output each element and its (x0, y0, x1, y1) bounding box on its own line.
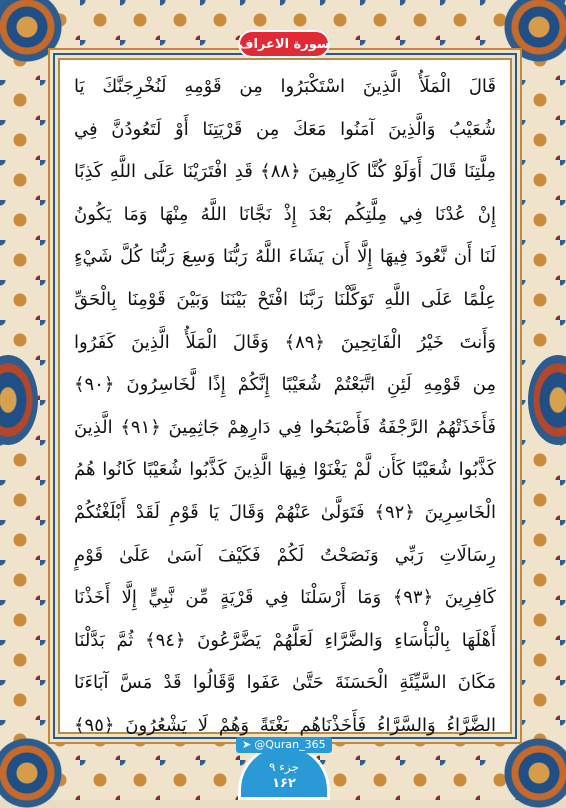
text-line: شُعَيْبُ وَالَّذِينَ آمَنُوا مَعَكَ مِن قَرْيَتِنَا أَوْ لَتَعُودُنَّ فِي (74, 118, 496, 140)
text-line: لَنَا أَن نَّعُودَ فِيهَا إِلَّا أَن يَشَاءَ اللَّهُ رَبُّنَا وَسِعَ رَبُّنَا كُلَّ شَيْءٍ (74, 246, 496, 268)
text-line: رِسَالَاتِ رَبِّي وَنَصَحْتُ لَكُمْ فَكَيْفَ آسَىٰ عَلَىٰ قَوْمٍ (74, 544, 496, 566)
text-line: فَأَخَذَتْهُمُ الرَّجْفَةُ فَأَصْبَحُوا فِي دَارِهِمْ جَاثِمِينَ ﴿٩١﴾ الَّذِينَ (74, 416, 496, 438)
surah-name-badge: سورة الاعراف (238, 30, 330, 58)
juz-label: جزء ۹ (269, 760, 299, 774)
text-line: أَهْلَهَا بِالْبَأْسَاءِ وَالضَّرَّاءِ لَعَلَّهُمْ يَضَّرَّعُونَ ﴿٩٤﴾ ثُمَّ بَدَّلْنَا (74, 629, 496, 651)
text-line: وَأَنتَ خَيْرُ الْفَاتِحِينَ ﴿٨٩﴾ وَقَالَ الْمَلَأُ الَّذِينَ كَفَرُوا (74, 331, 496, 353)
text-line: قَالَ الْمَلَأُ الَّذِينَ اسْتَكْبَرُوا مِن قَوْمِهِ لَنُخْرِجَنَّكَ يَا (74, 76, 496, 97)
text-line: الْخَاسِرِينَ ﴿٩٢﴾ فَتَوَلَّىٰ عَنْهُمْ وَقَالَ يَا قَوْمِ لَقَدْ أَبْلَغْتُكُمْ (74, 501, 496, 523)
text-line: مَكَانَ السَّيِّئَةِ الْحَسَنَةَ حَتَّىٰ عَفَوا وَّقَالُوا قَدْ مَسَّ آبَاءَنَا (74, 672, 496, 694)
text-line: مِن قَوْمِهِ لَئِنِ اتَّبَعْتُمْ شُعَيْبًا إِنَّكُمْ إِذًا لَّخَاسِرُونَ ﴿٩٠﴾ (74, 374, 496, 396)
text-line: عِلْمًا عَلَى اللَّهِ تَوَكَّلْنَا رَبَّنَا افْتَحْ بَيْنَنَا وَبَيْنَ قَوْمِنَا بِالْحَقِّ (74, 288, 496, 310)
channel-handle (236, 737, 332, 753)
text-line: كَذَّبُوا شُعَيْبًا كَأَن لَّمْ يَغْنَوْا فِيهَا الَّذِينَ كَذَّبُوا شُعَيْبًا كَانُوا هُمُ (74, 459, 496, 481)
page-panel (58, 58, 512, 734)
text-line: كَافِرِينَ ﴿٩٣﴾ وَمَا أَرْسَلْنَا فِي قَرْيَةٍ مِّن نَّبِيٍّ إِلَّا أَخَذْنَا (74, 587, 496, 609)
text-line: إِنْ عُدْنَا فِي مِلَّتِكُم بَعْدَ إِذْ نَجَّانَا اللَّهُ مِنْهَا وَمَا يَكُونُ (74, 203, 496, 225)
handle-text: @Quran_365 (254, 738, 326, 751)
text-line: مِلَّتِنَا قَالَ أَوَلَوْ كُنَّا كَارِهِينَ ﴿٨٨﴾ قَدِ افْتَرَيْنَا عَلَى اللَّهِ كَذِبًا (74, 161, 496, 183)
text-line: الضَّرَّاءُ وَالسَّرَّاءُ فَأَخَذْنَاهُم بَغْتَةً وَهُمْ لَا يَشْعُرُونَ ﴿٩٥﴾ (74, 714, 496, 736)
telegram-icon: ➤ (242, 738, 252, 751)
quran-text (74, 66, 496, 736)
corner-ornament (504, 738, 566, 808)
page-number: ۱۶۲ (272, 776, 296, 791)
